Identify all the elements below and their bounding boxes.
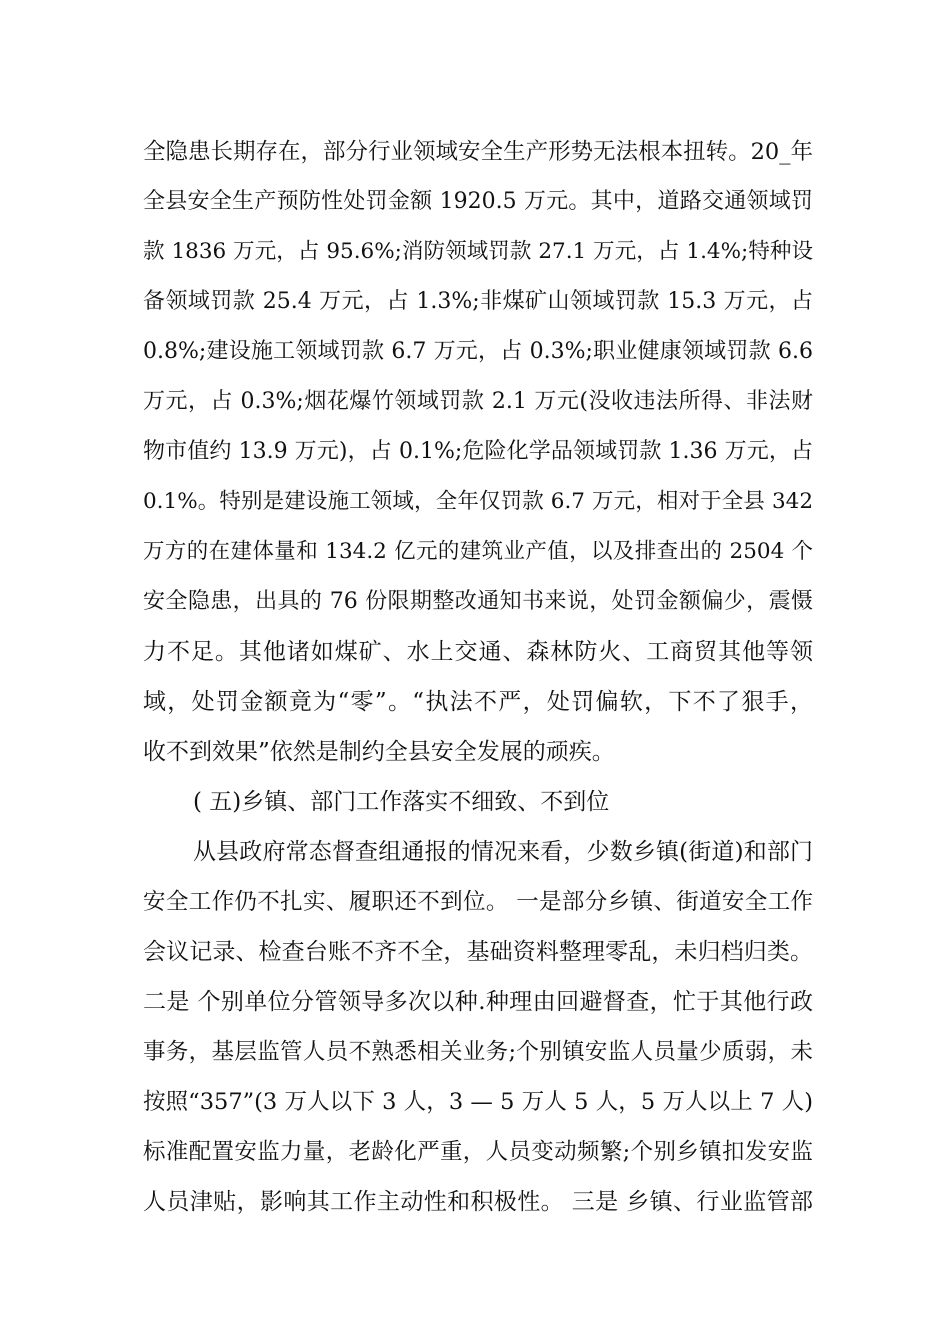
text-line-7: 物市值约 13.9 万元)，占 0.1%;危险化学品领域罚款 1.36 万元，占 <box>143 439 813 464</box>
section-heading: ( 五)乡镇、部门工作落实不细致、不到位 <box>193 789 610 815</box>
text-line-1: 全隐患长期存在，部分行业领域安全生产形势无法根本扭转。20_年 <box>143 139 813 165</box>
text-line-18: 二是 个别单位分管领导多次以种.种理由回避督查，忙于其他行政 <box>143 989 813 1015</box>
text-line-8: 0.1%。特别是建设施工领域，全年仅罚款 6.7 万元，相对于全县 342 <box>143 489 813 514</box>
text-line-10: 安全隐患，出具的 76 份限期整改通知书来说，处罚金额偏少，震慑 <box>143 589 813 614</box>
text-line-6: 万元，占 0.3%;烟花爆竹领域罚款 2.1 万元(没收违法所得、非法财 <box>143 389 813 414</box>
text-line-19: 事务，基层监管人员不熟悉相关业务;个别镇安监人员量少质弱，未 <box>143 1039 813 1065</box>
text-line-12: 域，处罚金额竟为“零”。“执法不严，处罚偏软，下不了狠手， <box>143 689 813 715</box>
text-line-16: 安全工作仍不扎实、履职还不到位。 一是部分乡镇、街道安全工作 <box>143 889 813 915</box>
text-line-11: 力不足。其他诸如煤矿、水上交通、森林防火、工商贸其他等领 <box>143 639 813 665</box>
text-line-3: 款 1836 万元，占 95.6%;消防领域罚款 27.1 万元，占 1.4%;特种设 <box>143 239 813 264</box>
text-line-22: 人员津贴，影响其工作主动性和积极性。 三是 乡镇、行业监管部 <box>143 1189 813 1215</box>
text-line-13: 收不到效果”依然是制约全县安全发展的顽疾。 <box>143 739 615 765</box>
text-line-9: 万方的在建体量和 134.2 亿元的建筑业产值，以及排查出的 2504 个 <box>143 539 813 564</box>
text-line-17: 会议记录、检查台账不齐不全，基础资料整理零乱，未归档归类。 <box>143 939 813 965</box>
text-line-5: 0.8%;建设施工领域罚款 6.7 万元，占 0.3%;职业健康领域罚款 6.6 <box>143 339 813 364</box>
text-line-21: 标准配置安监力量，老龄化严重，人员变动频繁;个别乡镇扣发安监 <box>143 1139 813 1165</box>
text-line-15: 从县政府常态督查组通报的情况来看，少数乡镇(街道)和部门 <box>193 839 813 865</box>
text-line-2: 全县安全生产预防性处罚金额 1920.5 万元。其中，道路交通领域罚 <box>143 189 813 214</box>
text-line-20: 按照“357”(3 万人以下 3 人，3 — 5 万人 5 人，5 万人以上 7 人) <box>143 1089 813 1115</box>
text-line-4: 备领域罚款 25.4 万元，占 1.3%;非煤矿山领域罚款 15.3 万元，占 <box>143 289 813 314</box>
